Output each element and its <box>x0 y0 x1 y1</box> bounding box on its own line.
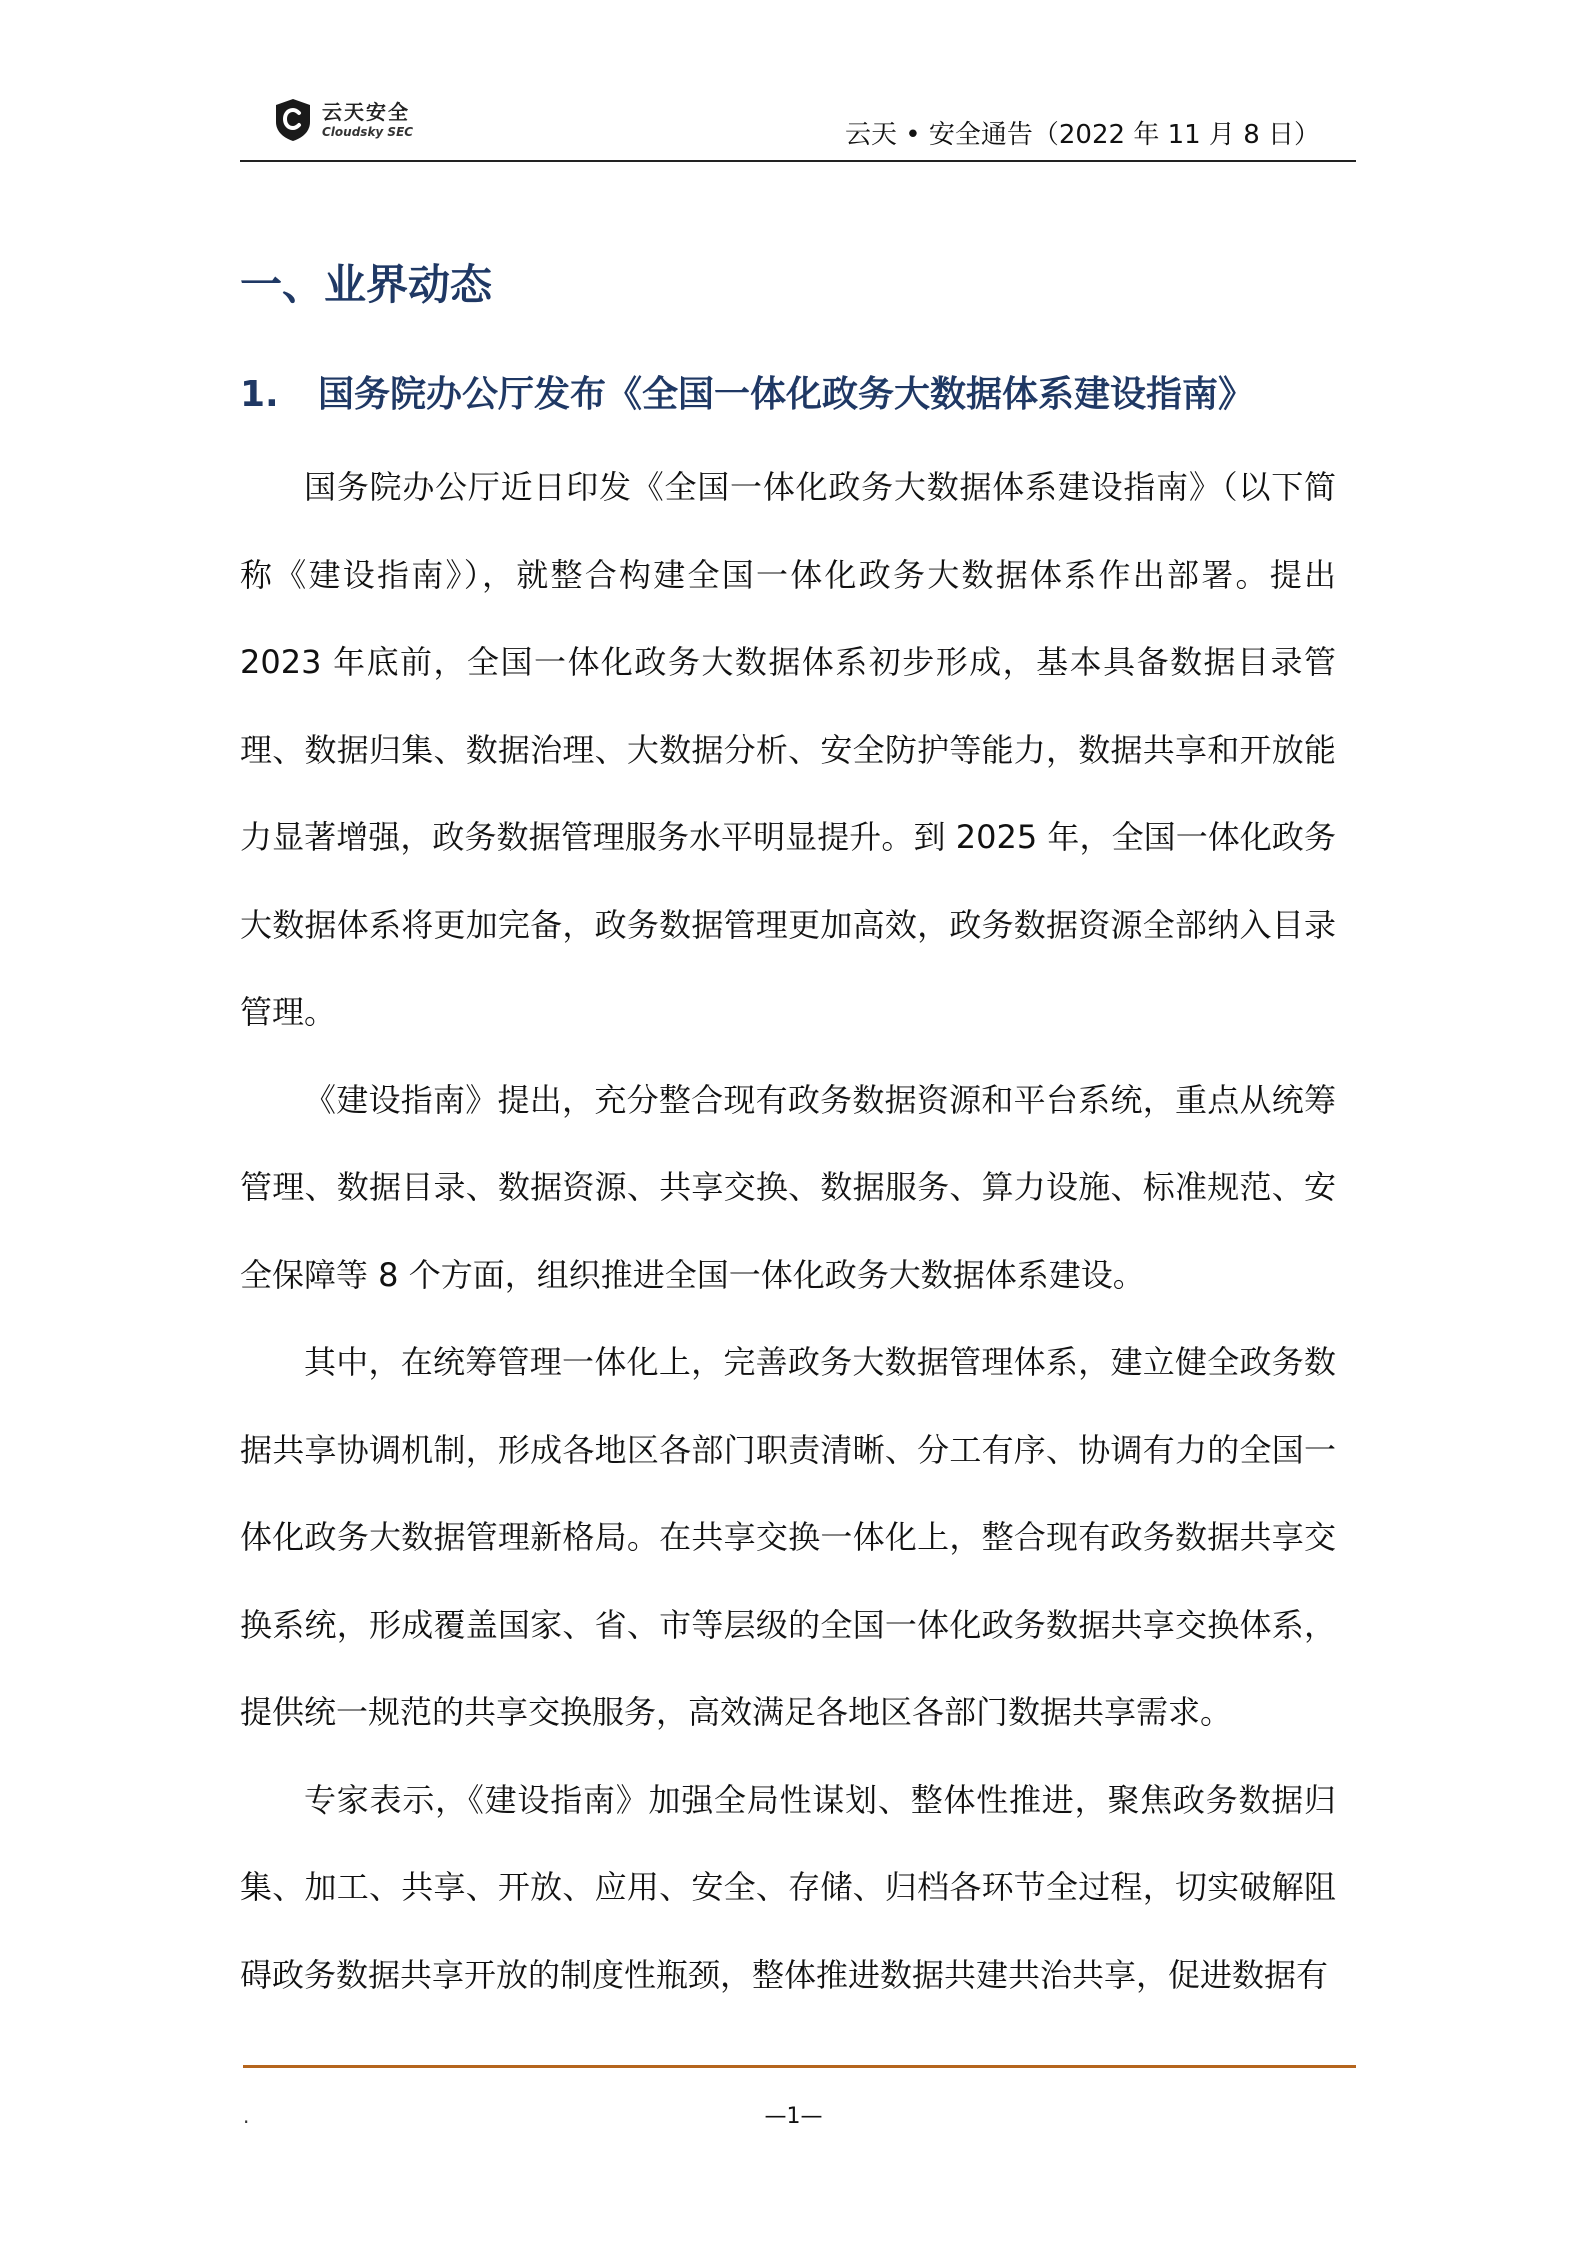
footer-dot: . <box>243 2104 250 2128</box>
footer-divider <box>243 2065 1356 2068</box>
article-number: 1. <box>240 374 279 415</box>
paragraph: 专家表示，《建设指南》加强全局性谋划、整体性推进，聚焦政务数据归集、加工、共享、开放、应用、安全、存储、归档各环节全过程，切实破解阻碍政务数据共享开放的制度性瓶颈，整体推进数据共建共治共享，促进数据有 <box>240 1780 1336 1994</box>
article-title-line <box>240 366 1254 417</box>
logo <box>274 92 413 148</box>
paragraph: 其中，在统筹管理一体化上，完善政务大数据管理体系，建立健全政务数据共享协调机制，形成各地区各部门职责清晰、分工有序、协调有力的全国一体化政务大数据管理新格局。在共享交换一体化上，整合现有政务数据共享交换系统，形成覆盖国家、省、市等层级的全国一体化政务数据共享交换体系，提供统一规范的共享交换服务，高效满足各地区各部门数据共享需求。 <box>240 1343 1336 1731</box>
logo-english-text: Cloudsky SEC <box>322 125 414 139</box>
page-header <box>240 92 1356 162</box>
section-title: 一、业界动态 <box>240 260 493 309</box>
logo-chinese-text: 云天安全 <box>322 100 410 124</box>
page-number: —1— <box>764 2104 823 2129</box>
paragraph: 国务院办公厅近日印发《全国一体化政务大数据体系建设指南》（以下简称《建设指南》），就整合构建全国一体化政务大数据体系作出部署。提出 2023 年底前，全国一体化政务大数据体系初步形成，基本具备数据目录管理、数据归集、数据治理、大数据分析、安全防护等能力，数据共享和开放能力显著增强，政务数据管理服务水平明显提升。到 2025 年，全国一体化政务大数据体系将更加完备，政务数据管理更加高效，政务数据资源全部纳入目录管理。 <box>240 468 1336 1031</box>
header-title: 云天 • 安全通告（2022 年 11 月 8 日） <box>845 120 1320 150</box>
article-title: 国务院办公厅发布《全国一体化政务大数据体系建设指南》 <box>318 374 1255 415</box>
article-body <box>240 444 1336 2019</box>
paragraph: 《建设指南》提出，充分整合现有政务数据资源和平台系统，重点从统筹管理、数据目录、数据资源、共享交换、数据服务、算力设施、标准规范、安全保障等 8 个方面，组织推进全国一体化政务大数据体系建设。 <box>240 1080 1336 1294</box>
shield-logo-icon <box>274 98 312 142</box>
